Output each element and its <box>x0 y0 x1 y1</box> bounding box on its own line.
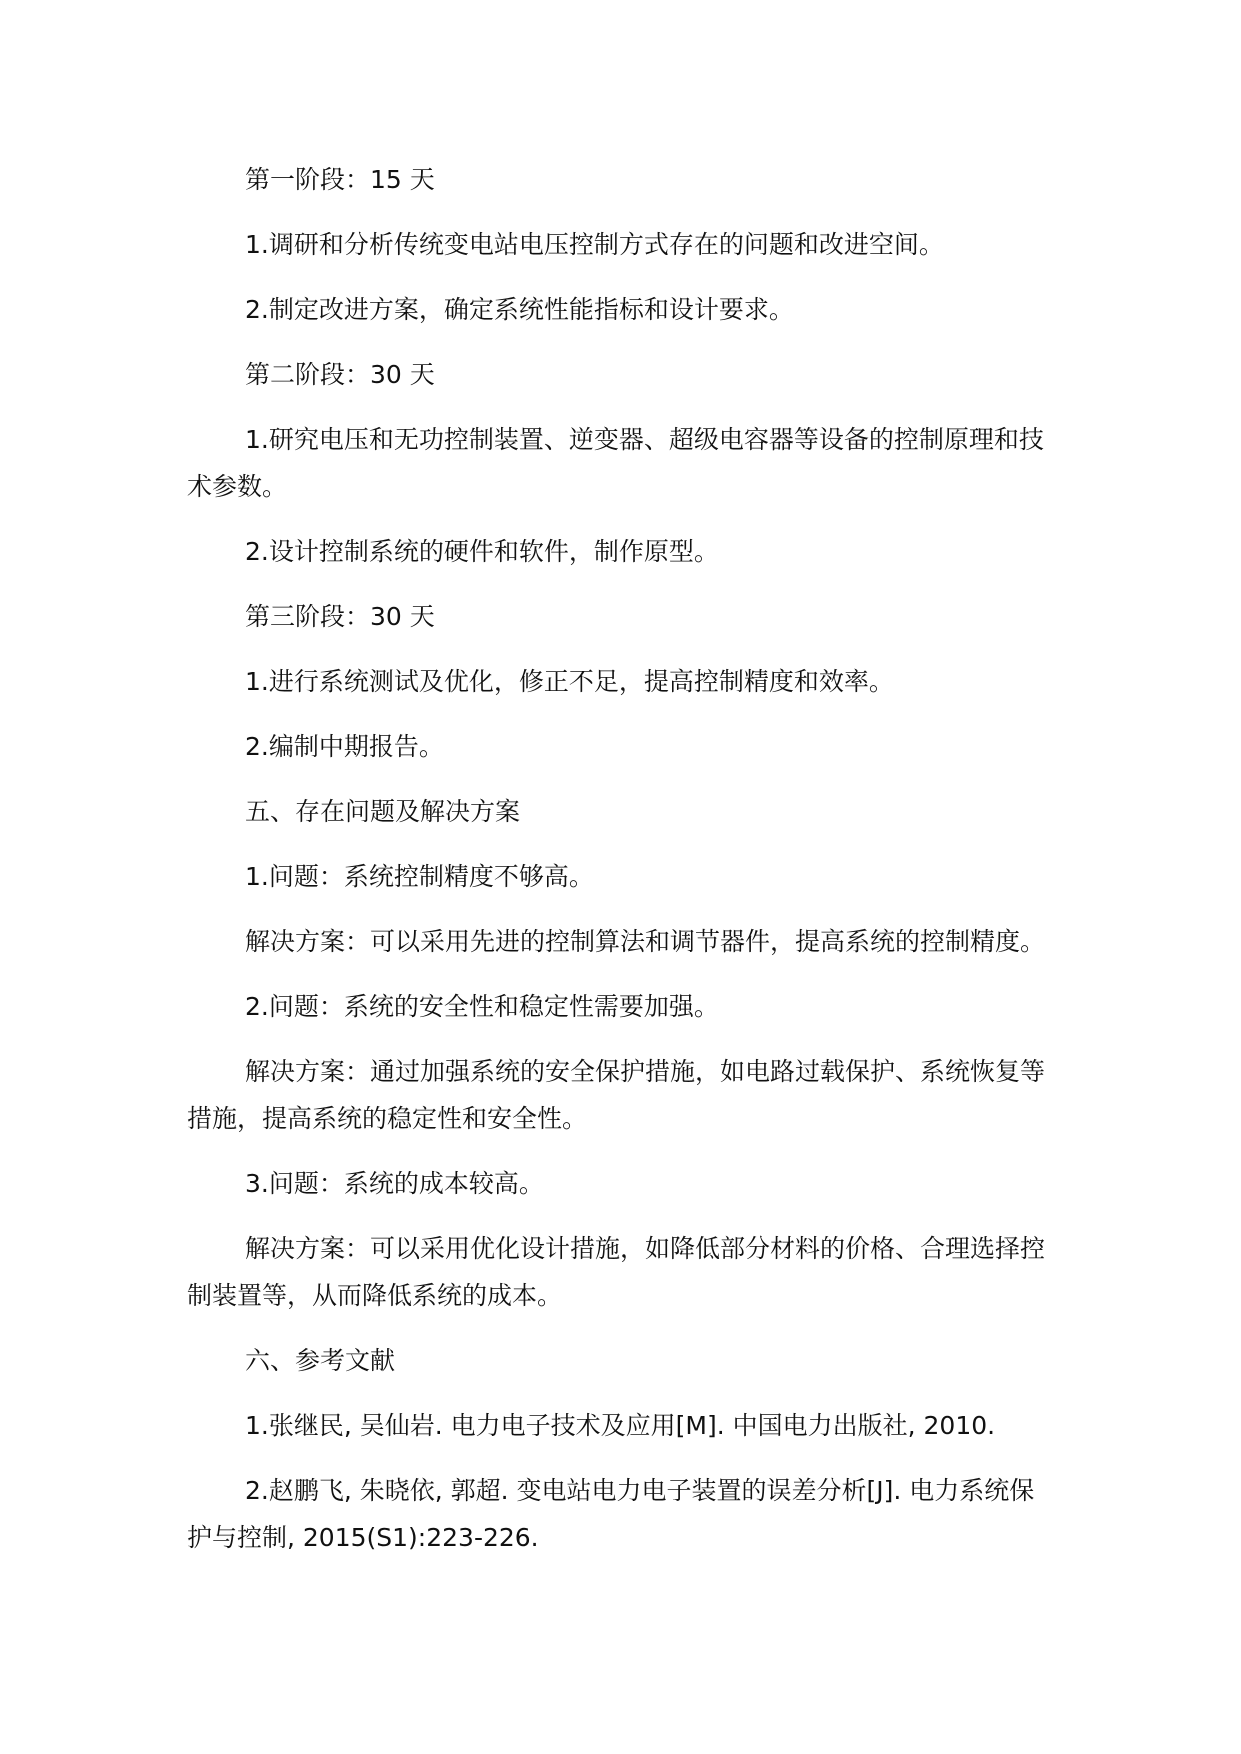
stage-2-item-2: 2.设计控制系统的硬件和软件，制作原型。 <box>245 537 719 566</box>
problem-3: 3.问题：系统的成本较高。 <box>245 1169 544 1198</box>
reference-1: 1.张继民, 吴仙岩. 电力电子技术及应用[M]. 中国电力出版社, 2010. <box>245 1411 996 1440</box>
problem-1: 1.问题：系统控制精度不够高。 <box>245 862 594 891</box>
section-5-heading: 五、存在问题及解决方案 <box>245 797 521 826</box>
solution-2: 解决方案：通过加强系统的安全保护措施，如电路过载保护、系统恢复等措施，提高系统的稳定性和安全性。 <box>187 1057 1046 1133</box>
section-6-heading: 六、参考文献 <box>245 1346 396 1375</box>
solution-1: 解决方案：可以采用先进的控制算法和调节器件，提高系统的控制精度。 <box>245 927 1046 956</box>
stage-3-heading: 第三阶段：30 天 <box>245 602 435 631</box>
stage-1-heading: 第一阶段：15 天 <box>245 165 435 194</box>
problem-2: 2.问题：系统的安全性和稳定性需要加强。 <box>245 992 719 1021</box>
document-body <box>187 156 1057 1561</box>
solution-3: 解决方案：可以采用优化设计措施，如降低部分材料的价格、合理选择控制装置等，从而降低系统的成本。 <box>187 1234 1046 1310</box>
stage-2-heading: 第二阶段：30 天 <box>245 360 435 389</box>
stage-2-item-1: 1.研究电压和无功控制装置、逆变器、超级电容器等设备的控制原理和技术参数。 <box>187 425 1044 501</box>
reference-2: 2.赵鹏飞, 朱晓依, 郭超. 变电站电力电子装置的误差分析[J]. 电力系统保护与控制, 2015(S1):223-226. <box>187 1476 1035 1552</box>
stage-3-item-1: 1.进行系统测试及优化，修正不足，提高控制精度和效率。 <box>245 667 894 696</box>
stage-1-item-1: 1.调研和分析传统变电站电压控制方式存在的问题和改进空间。 <box>245 230 944 259</box>
stage-1-item-2: 2.制定改进方案，确定系统性能指标和设计要求。 <box>245 295 794 324</box>
stage-3-item-2: 2.编制中期报告。 <box>245 732 444 761</box>
